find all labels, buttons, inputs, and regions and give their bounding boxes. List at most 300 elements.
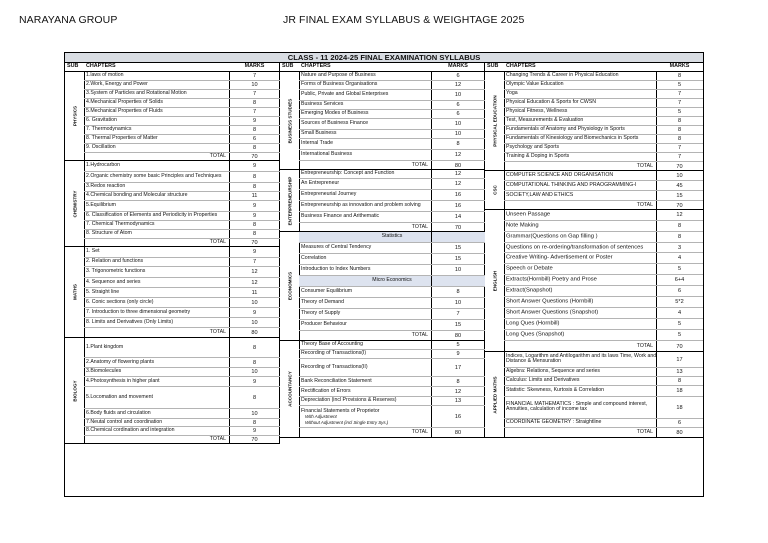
marks-divider [656, 386, 657, 396]
table-row [299, 298, 485, 309]
subject-section [485, 72, 703, 171]
total-label: TOTAL [411, 223, 428, 230]
marks-header: MARKS [448, 63, 468, 69]
marks-divider [229, 161, 230, 171]
table-row [504, 171, 703, 181]
marks-divider [431, 179, 432, 189]
marks-divider [431, 130, 432, 138]
subject-name: BIOLOGY [72, 379, 77, 402]
marks-value: 15 [454, 244, 462, 251]
table-row [84, 298, 280, 308]
chapter-name: COORDINATE GEOMETRY : Straightline [506, 419, 602, 426]
table-row [84, 126, 280, 135]
total-label: TOTAL [411, 332, 428, 339]
marks-divider [656, 286, 657, 296]
chapter-name: 4. Sequence and series [86, 278, 141, 285]
chapter-name: Recording of Transactions(II) [301, 363, 368, 370]
marks-divider [431, 201, 432, 211]
chapter-name: 1.laws of motion [86, 72, 124, 79]
chapter-name: 3.Biomolecules [86, 368, 122, 375]
subject-label [280, 341, 300, 437]
table-row [84, 427, 280, 436]
marks-divider [229, 247, 230, 257]
total-row [84, 153, 280, 161]
marks-value: 12 [676, 211, 683, 218]
chapter-name: 7.Neutal control and coordination [86, 418, 163, 425]
chapter-name: 7. Thermodynamics [86, 126, 132, 133]
chapter-name: 3.Redox reaction [86, 183, 126, 190]
marks-value: 8 [252, 344, 257, 351]
table-row [299, 243, 485, 254]
marks-value: 6 [252, 135, 257, 142]
chapter-name: Extract(Snapshot) [506, 287, 553, 294]
chapter-name: Creative Writing- Advertisement or Poster [506, 254, 613, 261]
marks-divider [656, 99, 657, 107]
marks-divider [229, 192, 230, 200]
chapter-name: 2.Organic chemistry some basic Principles and Techniques [86, 173, 222, 180]
chapter-name: 5.Locomation and movement [86, 393, 153, 400]
chapter-name: Correlation [301, 255, 327, 262]
marks-value: 9 [252, 378, 257, 385]
marks-value: 9 [252, 202, 257, 209]
marks-divider [431, 287, 432, 297]
subject-label [65, 72, 85, 160]
table-title: CLASS - 11 2024-25 FINAL EXAMINATION SYLLABUS [65, 53, 703, 63]
marks-divider [229, 308, 230, 317]
chapter-name: Micro Economics [372, 277, 412, 284]
marks-value: 5 [677, 265, 682, 272]
table-row [504, 243, 703, 253]
marks-value: 13 [676, 368, 683, 375]
marks-value: 5 [677, 81, 682, 88]
table-row [84, 358, 280, 368]
marks-value: 8 [252, 99, 257, 106]
subject-label [65, 161, 85, 246]
marks-value: 15 [454, 321, 462, 328]
table-row [299, 350, 485, 359]
marks-value: 7 [252, 72, 257, 79]
table-row [299, 320, 485, 331]
chapter-name: Consumer Equilibrium [301, 288, 353, 295]
marks-divider [656, 72, 657, 80]
total-label: TOTAL [636, 162, 653, 169]
marks-value: 8 [252, 126, 257, 133]
marks-value: 6 [456, 72, 460, 79]
table-row [299, 232, 485, 243]
subject-name: PHYSICAL EDUCATION [492, 95, 497, 147]
marks-value: 3 [677, 244, 682, 251]
marks-divider [229, 338, 230, 357]
table-row [84, 247, 280, 258]
table-row [84, 278, 280, 288]
marks-divider [656, 330, 657, 340]
total-row [504, 341, 703, 352]
marks-value: 4 [677, 309, 682, 316]
subject-name: PHYSICS [72, 105, 77, 127]
chapter-name: Fundamentals of Anatomy and Physiology in Sports [506, 126, 625, 133]
chapter-name: Theory of Supply [301, 310, 341, 317]
sub-header: SUB [487, 63, 499, 69]
table-row [504, 108, 703, 117]
table-row [504, 135, 703, 144]
marks-value: 5*2 [675, 298, 684, 305]
chapter-name: Algebra: Relations, Sequence and series [506, 368, 601, 375]
marks-divider [229, 427, 230, 435]
subject-label [485, 72, 505, 170]
marks-divider [656, 108, 657, 116]
marks-divider [229, 387, 230, 408]
table-row [84, 192, 280, 201]
column-header [485, 62, 703, 72]
marks-divider [656, 253, 657, 263]
marks-divider [656, 232, 657, 242]
marks-value: 9 [252, 162, 257, 169]
marks-divider [431, 190, 432, 200]
table-row [504, 286, 703, 297]
marks-divider [229, 153, 230, 161]
organization-name: NARAYANA GROUP [19, 14, 118, 26]
table-row [504, 352, 703, 368]
marks-divider [229, 436, 230, 444]
subject-name: CSC [492, 185, 497, 195]
table-row [299, 309, 485, 320]
table-row [299, 179, 485, 190]
table-row [84, 308, 280, 318]
chapter-name: 8. Structure of Atom [86, 230, 132, 237]
marks-value: 8 [677, 72, 682, 79]
subject-name: ECONOMICS [287, 271, 292, 301]
chapter-name: Forms of Business Organisations [301, 81, 378, 88]
table-row [504, 81, 703, 90]
table-row [84, 201, 280, 212]
marks-value: 8 [677, 222, 682, 229]
chapter-name: 1.Plant kingdom [86, 343, 124, 350]
table-row [299, 359, 485, 377]
marks-value: 7 [456, 310, 460, 317]
marks-divider [656, 181, 657, 190]
marks-divider [656, 308, 657, 318]
marks-value: 6 [677, 419, 682, 426]
table-row [299, 81, 485, 90]
adjustment-note: With Adjustment [305, 414, 337, 420]
marks-divider [431, 72, 432, 80]
chapter-name: Internal Trade [301, 140, 334, 147]
table-row [504, 368, 703, 377]
chapter-name: Psychology and Sports [506, 144, 560, 151]
chapter-name: Statistic: Skewness, Kurtosis & Correlation [506, 387, 605, 394]
marks-divider [431, 397, 432, 405]
marks-divider [431, 341, 432, 349]
marks-divider [431, 232, 432, 242]
table-row [504, 253, 703, 264]
marks-divider [229, 318, 230, 327]
marks-divider [656, 90, 657, 98]
marks-divider [229, 221, 230, 229]
subject-label [485, 171, 505, 209]
subject-name: CHEMISTRY [72, 190, 77, 217]
marks-value: 8 [252, 173, 257, 180]
chapter-name: Recording of Transactions(I) [301, 350, 367, 357]
total-row [299, 223, 485, 232]
table-row [504, 377, 703, 386]
table-row [504, 191, 703, 201]
table-row [84, 318, 280, 328]
total-marks: 70 [251, 436, 258, 443]
marks-divider [431, 170, 432, 178]
table-row [504, 144, 703, 153]
subject-label [65, 338, 85, 443]
chapter-name: 8.Chemical cordination and integration [86, 427, 175, 434]
marks-divider [431, 350, 432, 358]
chapter-name: Sources of Business Finance [301, 120, 369, 127]
chapter-name: 1.Hydrocarbon [86, 162, 121, 169]
marks-divider [656, 319, 657, 329]
table-row [84, 230, 280, 239]
marks-divider [431, 276, 432, 286]
marks-divider [229, 144, 230, 152]
marks-value: 7 [677, 144, 682, 151]
table-row [84, 99, 280, 108]
marks-value: 12 [454, 388, 462, 395]
chapter-name: 6. Gravitation [86, 117, 117, 124]
subject-section [280, 72, 484, 170]
subject-section [485, 210, 703, 352]
marks-divider [229, 267, 230, 277]
chapter-name: 6.Body fluids and circulation [86, 409, 151, 416]
marks-divider [431, 265, 432, 275]
table-row [299, 254, 485, 265]
total-label: TOTAL [209, 153, 226, 160]
table-row [84, 387, 280, 409]
table-row [84, 221, 280, 230]
table-row [299, 139, 485, 150]
total-marks: 80 [454, 429, 462, 436]
chapter-name: 7. Chemical Thermodynamics [86, 221, 155, 228]
marks-divider [656, 275, 657, 285]
chapter-name: 3. Trigonometric functions [86, 268, 146, 275]
marks-value: 8 [252, 183, 257, 190]
table-row [504, 90, 703, 99]
sub-header: SUB [67, 63, 79, 69]
table-row [84, 258, 280, 267]
marks-divider [431, 359, 432, 376]
marks-value: 6 [456, 110, 460, 117]
marks-value: 13 [454, 397, 462, 404]
chapter-name: An Entrepreneur [301, 180, 340, 187]
marks-header: MARKS [244, 63, 265, 69]
marks-value: 9 [252, 309, 257, 316]
chapter-name: 5.Mechanical Properties of Fluids [86, 108, 163, 115]
marks-value: 18 [676, 387, 683, 394]
table-row [299, 265, 485, 276]
total-marks: 70 [676, 343, 683, 350]
marks-divider [656, 352, 657, 367]
marks-divider [656, 428, 657, 438]
marks-divider [229, 183, 230, 191]
chapter-name: Fundamentals of Kinesiology and Biomechanics in Sports [506, 135, 639, 142]
marks-value: 9 [252, 117, 257, 124]
total-marks: 70 [251, 239, 258, 246]
marks-divider [229, 409, 230, 418]
chapter-name: 4.Mechanical Properties of Solids [86, 99, 163, 106]
total-label: TOTAL [636, 342, 653, 349]
table-row [299, 341, 485, 350]
total-marks: 80 [676, 429, 683, 436]
chapters-header: CHAPTERS [506, 63, 536, 69]
chapter-name: 2.Anatomy of flowering plants [86, 358, 155, 365]
marks-divider [229, 172, 230, 182]
marks-value: 8 [252, 230, 257, 237]
marks-value: 12 [454, 170, 462, 177]
table-row [84, 72, 280, 81]
marks-divider [656, 135, 657, 143]
marks-divider [656, 297, 657, 307]
adjustment-note: Without Adjustment (incl Single Entry Sys.) [305, 419, 389, 425]
marks-value: 7 [677, 153, 682, 160]
total-label: TOTAL [636, 429, 653, 436]
chapter-name: Small Business [301, 130, 337, 137]
chapter-name: 2. Relation and functions [86, 258, 144, 265]
chapter-name: Unseen Passage [506, 211, 551, 218]
marks-divider [229, 90, 230, 98]
subject-name: MATHS [72, 284, 77, 300]
marks-value: 8 [456, 140, 460, 147]
marks-value: 10 [454, 120, 462, 127]
marks-value: 10 [251, 81, 258, 88]
chapter-name: Producer Behaviour [301, 321, 347, 328]
marks-value: 8 [677, 135, 682, 142]
total-marks: 80 [251, 329, 258, 336]
marks-value: 7 [252, 108, 257, 115]
chapter-name: 4.Chemical bonding and Molecular structure [86, 192, 188, 199]
total-marks: 70 [676, 163, 683, 170]
marks-divider [656, 243, 657, 252]
subject-name: ACCOUNTANCY [287, 371, 292, 407]
subject-label [280, 232, 300, 340]
marks-value: 12 [251, 268, 258, 275]
marks-value: 8 [252, 221, 257, 228]
chapter-name: SOCIETY,LAW AND ETHICS [506, 191, 574, 198]
chapter-name: Speech or Debate [506, 265, 553, 272]
total-row [504, 428, 703, 438]
marks-divider [431, 101, 432, 109]
total-marks: 80 [454, 332, 462, 339]
table-row [299, 287, 485, 298]
chapter-name: Introduction to Index Numbers [301, 266, 371, 273]
marks-divider [229, 135, 230, 143]
chapter-name: 3.System of Particles and Rotational Motion [86, 90, 187, 97]
table-row [84, 338, 280, 358]
sub-header: SUB [282, 63, 294, 69]
table-row [299, 90, 485, 101]
marks-divider [431, 309, 432, 319]
marks-divider [431, 320, 432, 330]
marks-divider [656, 144, 657, 152]
chapter-name: 5.Equilibrium [86, 202, 116, 209]
marks-divider [656, 126, 657, 134]
marks-value: 11 [251, 192, 258, 199]
total-row [299, 428, 485, 438]
total-label: TOTAL [636, 201, 653, 208]
marks-divider [229, 201, 230, 211]
table-row [299, 170, 485, 179]
chapter-name: COMPUTER SCIENCE AND ORGANISATION [506, 171, 614, 178]
table-row [84, 212, 280, 221]
table-row [504, 232, 703, 243]
table-row [84, 419, 280, 427]
marks-value: 15 [454, 255, 462, 262]
marks-value: 10 [676, 172, 683, 179]
marks-divider [431, 110, 432, 118]
total-label: TOTAL [209, 329, 226, 336]
marks-divider [229, 298, 230, 307]
total-row [504, 162, 703, 171]
column-header [65, 62, 279, 72]
subject-name: ENGLISH [492, 270, 497, 291]
table-row [299, 110, 485, 119]
chapter-name: Olympic Value Education [506, 81, 564, 88]
chapter-name: Bank Reconciliation Statement [301, 377, 372, 384]
total-marks: 70 [251, 153, 258, 160]
marks-divider [656, 117, 657, 125]
marks-divider [431, 406, 432, 427]
marks-value: 8 [677, 377, 682, 384]
marks-value: 15 [676, 192, 683, 199]
chapters-header: CHAPTERS [301, 63, 331, 69]
marks-value: 10 [251, 319, 258, 326]
marks-value: 8 [252, 419, 257, 426]
table-row [299, 190, 485, 201]
total-label: TOTAL [209, 239, 226, 246]
total-row [84, 239, 280, 247]
marks-value: 16 [454, 202, 462, 209]
chapter-name: Business Services [301, 101, 344, 108]
marks-divider [431, 387, 432, 396]
column-science [65, 62, 280, 444]
marks-divider [431, 81, 432, 89]
table-row [84, 288, 280, 298]
chapter-name: 8. Thermal Properties of Matter [86, 135, 158, 142]
marks-divider [431, 150, 432, 160]
marks-divider [656, 81, 657, 89]
chapter-name: 2.Work, Energy and Power [86, 81, 148, 88]
marks-divider [229, 99, 230, 107]
table-row [504, 275, 703, 286]
marks-divider [229, 288, 230, 297]
marks-value: 8 [677, 117, 682, 124]
subject-label [280, 170, 300, 231]
chapter-name: Long Ques (Hornbill) [506, 320, 560, 327]
marks-divider [431, 90, 432, 100]
total-marks: 70 [454, 224, 462, 231]
table-row [299, 130, 485, 139]
marks-value: 12 [454, 81, 462, 88]
marks-divider [229, 258, 230, 266]
column-commerce [280, 62, 485, 438]
subject-section [280, 341, 484, 438]
table-row [84, 267, 280, 278]
marks-divider [656, 210, 657, 220]
subject-label [485, 210, 505, 351]
chapter-name: Physical Education & Sports for CWSN [506, 99, 596, 106]
chapter-name: Short Answer Questions (Hornbill) [506, 298, 594, 305]
chapter-name: Business Finance and Arithematic [301, 213, 380, 220]
table-row [84, 108, 280, 117]
chapter-name: Changing Trends & Career in Physical Education [506, 72, 619, 79]
total-row [504, 201, 703, 210]
marks-value: 14 [454, 213, 462, 220]
marks-divider [431, 428, 432, 438]
